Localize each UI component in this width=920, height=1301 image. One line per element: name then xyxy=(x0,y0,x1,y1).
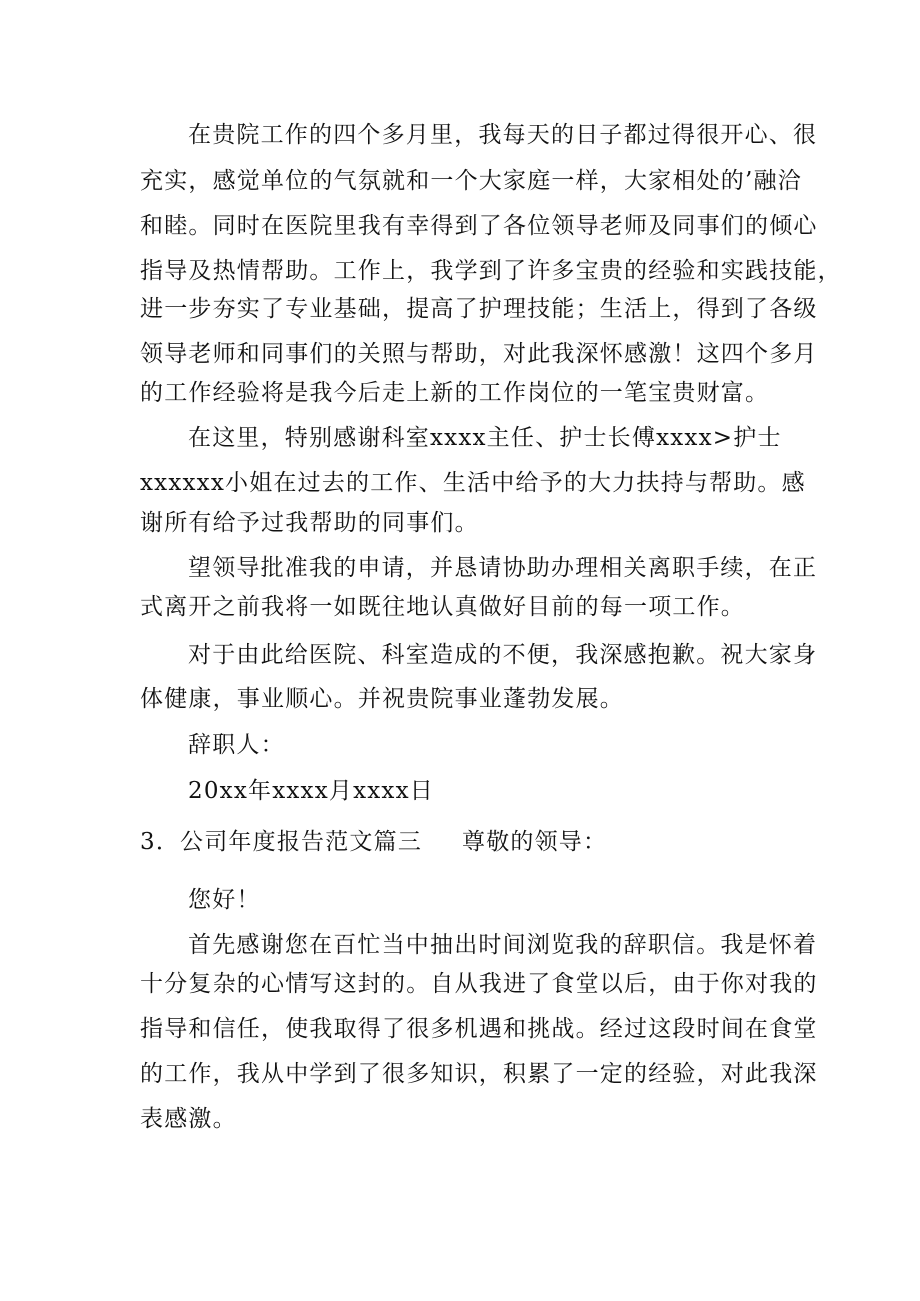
paragraph-line: 在这里，特别感谢科室xxxx主任、护士长傅xxxx>护士 xyxy=(188,425,782,451)
paragraph-line: 首先感谢您在百忙当中抽出时间浏览我的辞职信。我是怀着 xyxy=(188,932,818,958)
greeting: 您好！ xyxy=(188,887,261,913)
paragraph-line: 表感激。 xyxy=(140,1106,237,1132)
date-line: 20xx年xxxx月xxxx日 xyxy=(188,778,434,804)
paragraph-line: 式离开之前我将一如既往地认真做好目前的每一项工作。 xyxy=(140,594,745,620)
paragraph-line: 谢所有给予过我帮助的同事们。 xyxy=(140,510,479,536)
paragraph-line: 的工作经验将是我今后走上新的工作岗位的一笔宝贵财富。 xyxy=(140,380,770,406)
paragraph-line: 和睦。同时在医院里我有幸得到了各位领导老师及同事们的倾心 xyxy=(140,213,818,239)
paragraph-line: 在贵院工作的四个多月里，我每天的日子都过得很开心、很 xyxy=(188,122,818,148)
paragraph-line: 对于由此给医院、科室造成的不便，我深感抱歉。祝大家身 xyxy=(188,642,818,668)
paragraph-line: 指导及热情帮助。工作上，我学到了许多宝贵的经验和实践技能， xyxy=(140,258,842,284)
section-heading: 3．公司年度报告范文篇三 xyxy=(140,829,423,855)
paragraph-line: 领导老师和同事们的关照与帮助，对此我深怀感激！这四个多月 xyxy=(140,341,818,367)
salutation: 尊敬的领导： xyxy=(462,829,608,855)
paragraph-line: 十分复杂的心情写这封的。自从我进了食堂以后，由于你对我的 xyxy=(140,971,818,997)
paragraph-line: 充实，感觉单位的气氛就和一个大家庭一样，大家相处的’融洽 xyxy=(140,168,802,194)
paragraph-line: 的工作，我从中学到了很多知识，积累了一定的经验，对此我深 xyxy=(140,1061,818,1087)
signature-label: 辞职人： xyxy=(188,732,285,758)
paragraph-line: 体健康，事业顺心。并祝贵院事业蓬勃发展。 xyxy=(140,686,624,712)
paragraph-line: 指导和信任，使我取得了很多机遇和挑战。经过这段时间在食堂 xyxy=(140,1016,818,1042)
paragraph-line: 进一步夯实了专业基础，提高了护理技能；生活上，得到了各级 xyxy=(140,296,818,322)
paragraph-line: xxxxxx小姐在过去的工作、生活中给予的大力扶持与帮助。感 xyxy=(140,470,806,496)
paragraph-line: 望领导批准我的申请，并恳请协助办理相关离职手续，在正 xyxy=(188,555,818,581)
